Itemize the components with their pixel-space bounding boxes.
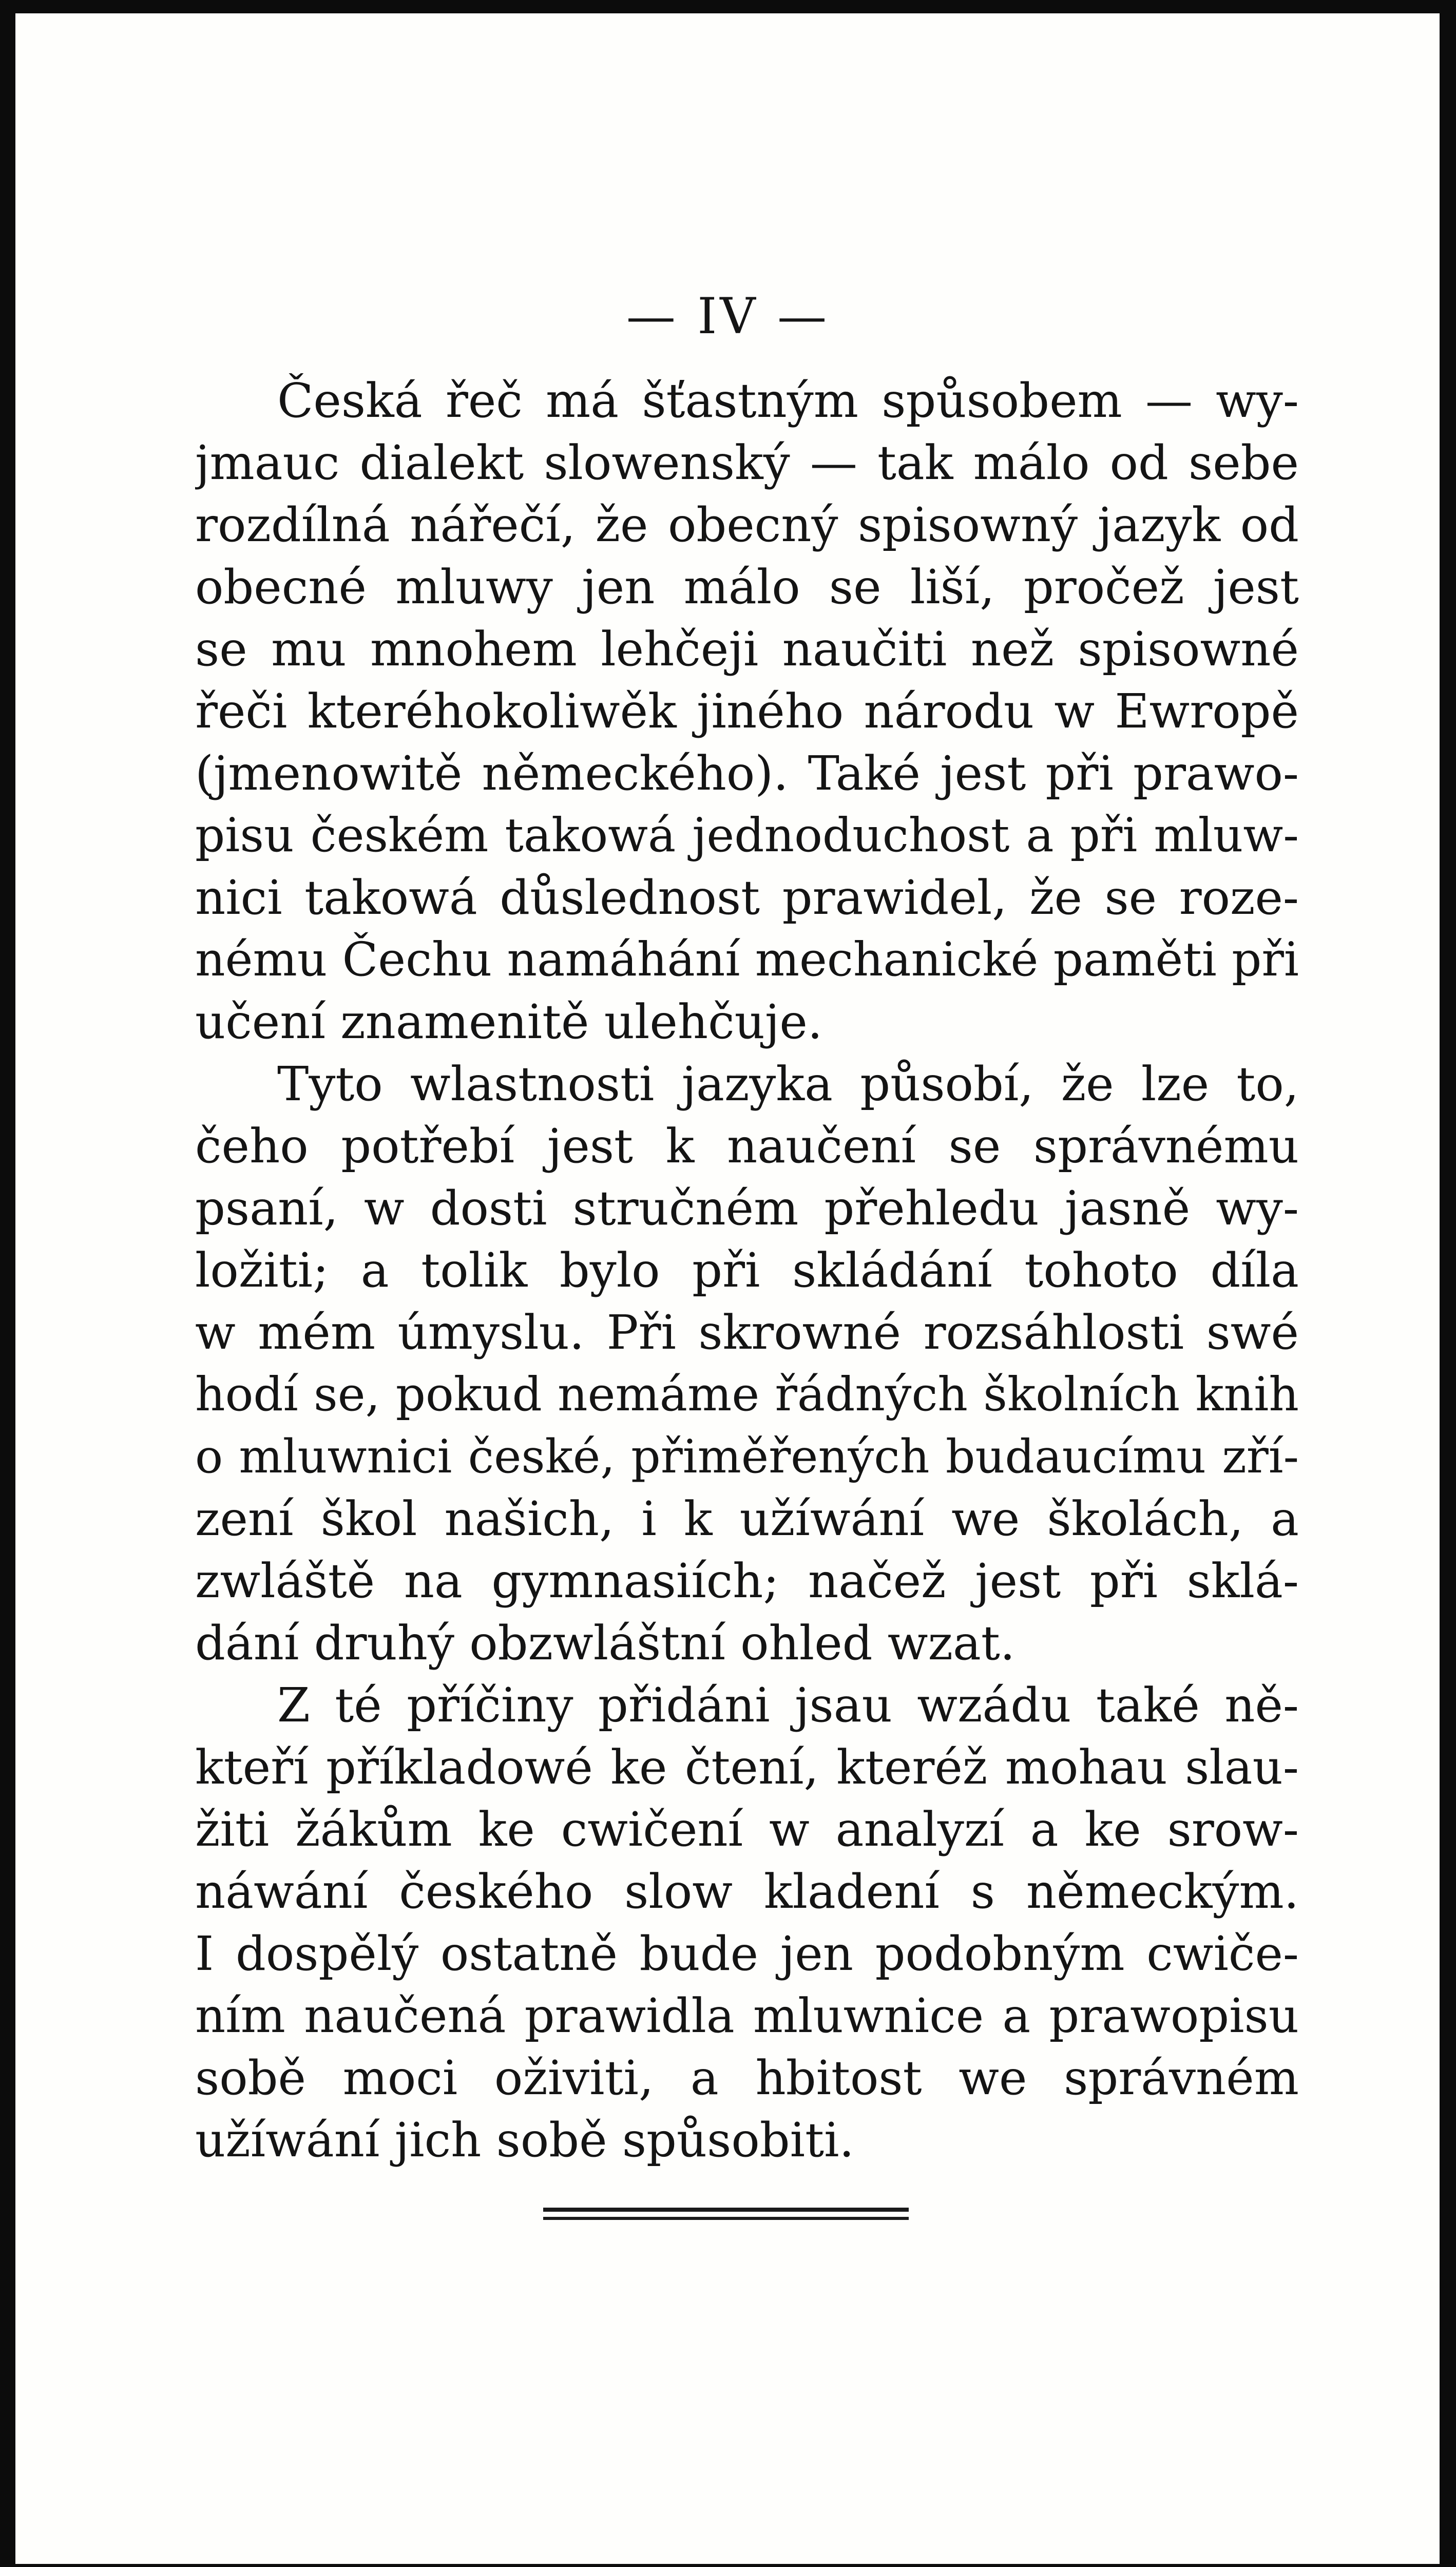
text-line: Tyto wlastnosti jazyka působí, že lze to,: [277, 1057, 1299, 1112]
body-text: [195, 370, 1299, 2171]
text-line: kteří příkladowé ke čtení, kteréž mohau slau-: [195, 1740, 1299, 1795]
text-line: dání druhý obzwláštní ohled wzat.: [195, 1616, 1016, 1671]
paragraph: [195, 1053, 1299, 1674]
paragraph: [195, 370, 1299, 1053]
text-line: w mém úmyslu. Při skrowné rozsáhlosti swé: [195, 1305, 1299, 1360]
text-line: ním naučená prawidla mluwnice a prawopisu: [195, 1988, 1299, 2043]
text-line: psaní, w dosti stručném přehledu jasně wy-: [195, 1181, 1299, 1236]
text-line: náwání českého slow kladení s německým.: [195, 1864, 1299, 1919]
scan-border-bottom: [0, 2564, 1456, 2567]
text-line: čeho potřebí jest k naučení se správnému: [195, 1119, 1299, 1174]
text-line: pisu českém takowá jednoduchost a při mluw-: [195, 809, 1299, 863]
text-line: zwláště na gymnasiích; načež jest při sklá-: [195, 1554, 1299, 1608]
text-line: Česká řeč má šťastným spůsobem — wy-: [277, 373, 1299, 428]
scan-border-top: [0, 0, 1456, 13]
text-line: řeči kteréhokoliwěk jiného národu w Ewropě: [195, 684, 1299, 739]
text-line: hodí se, pokud nemáme řádných školních knih: [195, 1368, 1299, 1422]
text-line: zení škol našich, i k užíwání we školách, a: [195, 1491, 1299, 1546]
section-divider-rule: [543, 2208, 909, 2212]
text-line: nému Čechu namáhání mechanické paměti při: [195, 933, 1299, 987]
text-line: sobě moci oživiti, a hbitost we správném: [195, 2051, 1299, 2105]
text-line: učení znamenitě ulehčuje.: [195, 994, 823, 1049]
text-line: ložiti; a tolik bylo při skládání tohoto díla: [195, 1243, 1299, 1298]
section-divider-rule: [543, 2217, 909, 2220]
text-line: se mu mnohem lehčeji naučiti než spisowné: [195, 622, 1299, 677]
text-line: obecné mluwy jen málo se liší, pročež jest: [195, 560, 1299, 615]
page-number: — IV —: [626, 288, 830, 345]
text-line: (jmenowitě německého). Také jest při prawo-: [195, 746, 1299, 801]
text-line: užíwání jich sobě spůsobiti.: [195, 2113, 854, 2168]
text-line: Z té příčiny přidáni jsau wzádu také ně-: [277, 1678, 1299, 1733]
text-line: jmauc dialekt slowenský — tak málo od sebe: [195, 435, 1299, 490]
text-line: žiti žákům ke cwičení w analyzí a ke srow-: [195, 1802, 1299, 1857]
text-line: nici takowá důslednost prawidel, že se roze-: [195, 870, 1299, 925]
text-line: o mluwnici české, přiměřených budaucímu zří-: [195, 1430, 1299, 1484]
scan-border-right: [1440, 0, 1456, 2567]
text-line: rozdílná nářečí, že obecný spisowný jazyk od: [195, 497, 1299, 552]
paragraph: [195, 1674, 1299, 2171]
text-line: I dospělý ostatně bude jen podobným cwiče-: [195, 1926, 1299, 1981]
scan-border-left: [0, 0, 15, 2567]
